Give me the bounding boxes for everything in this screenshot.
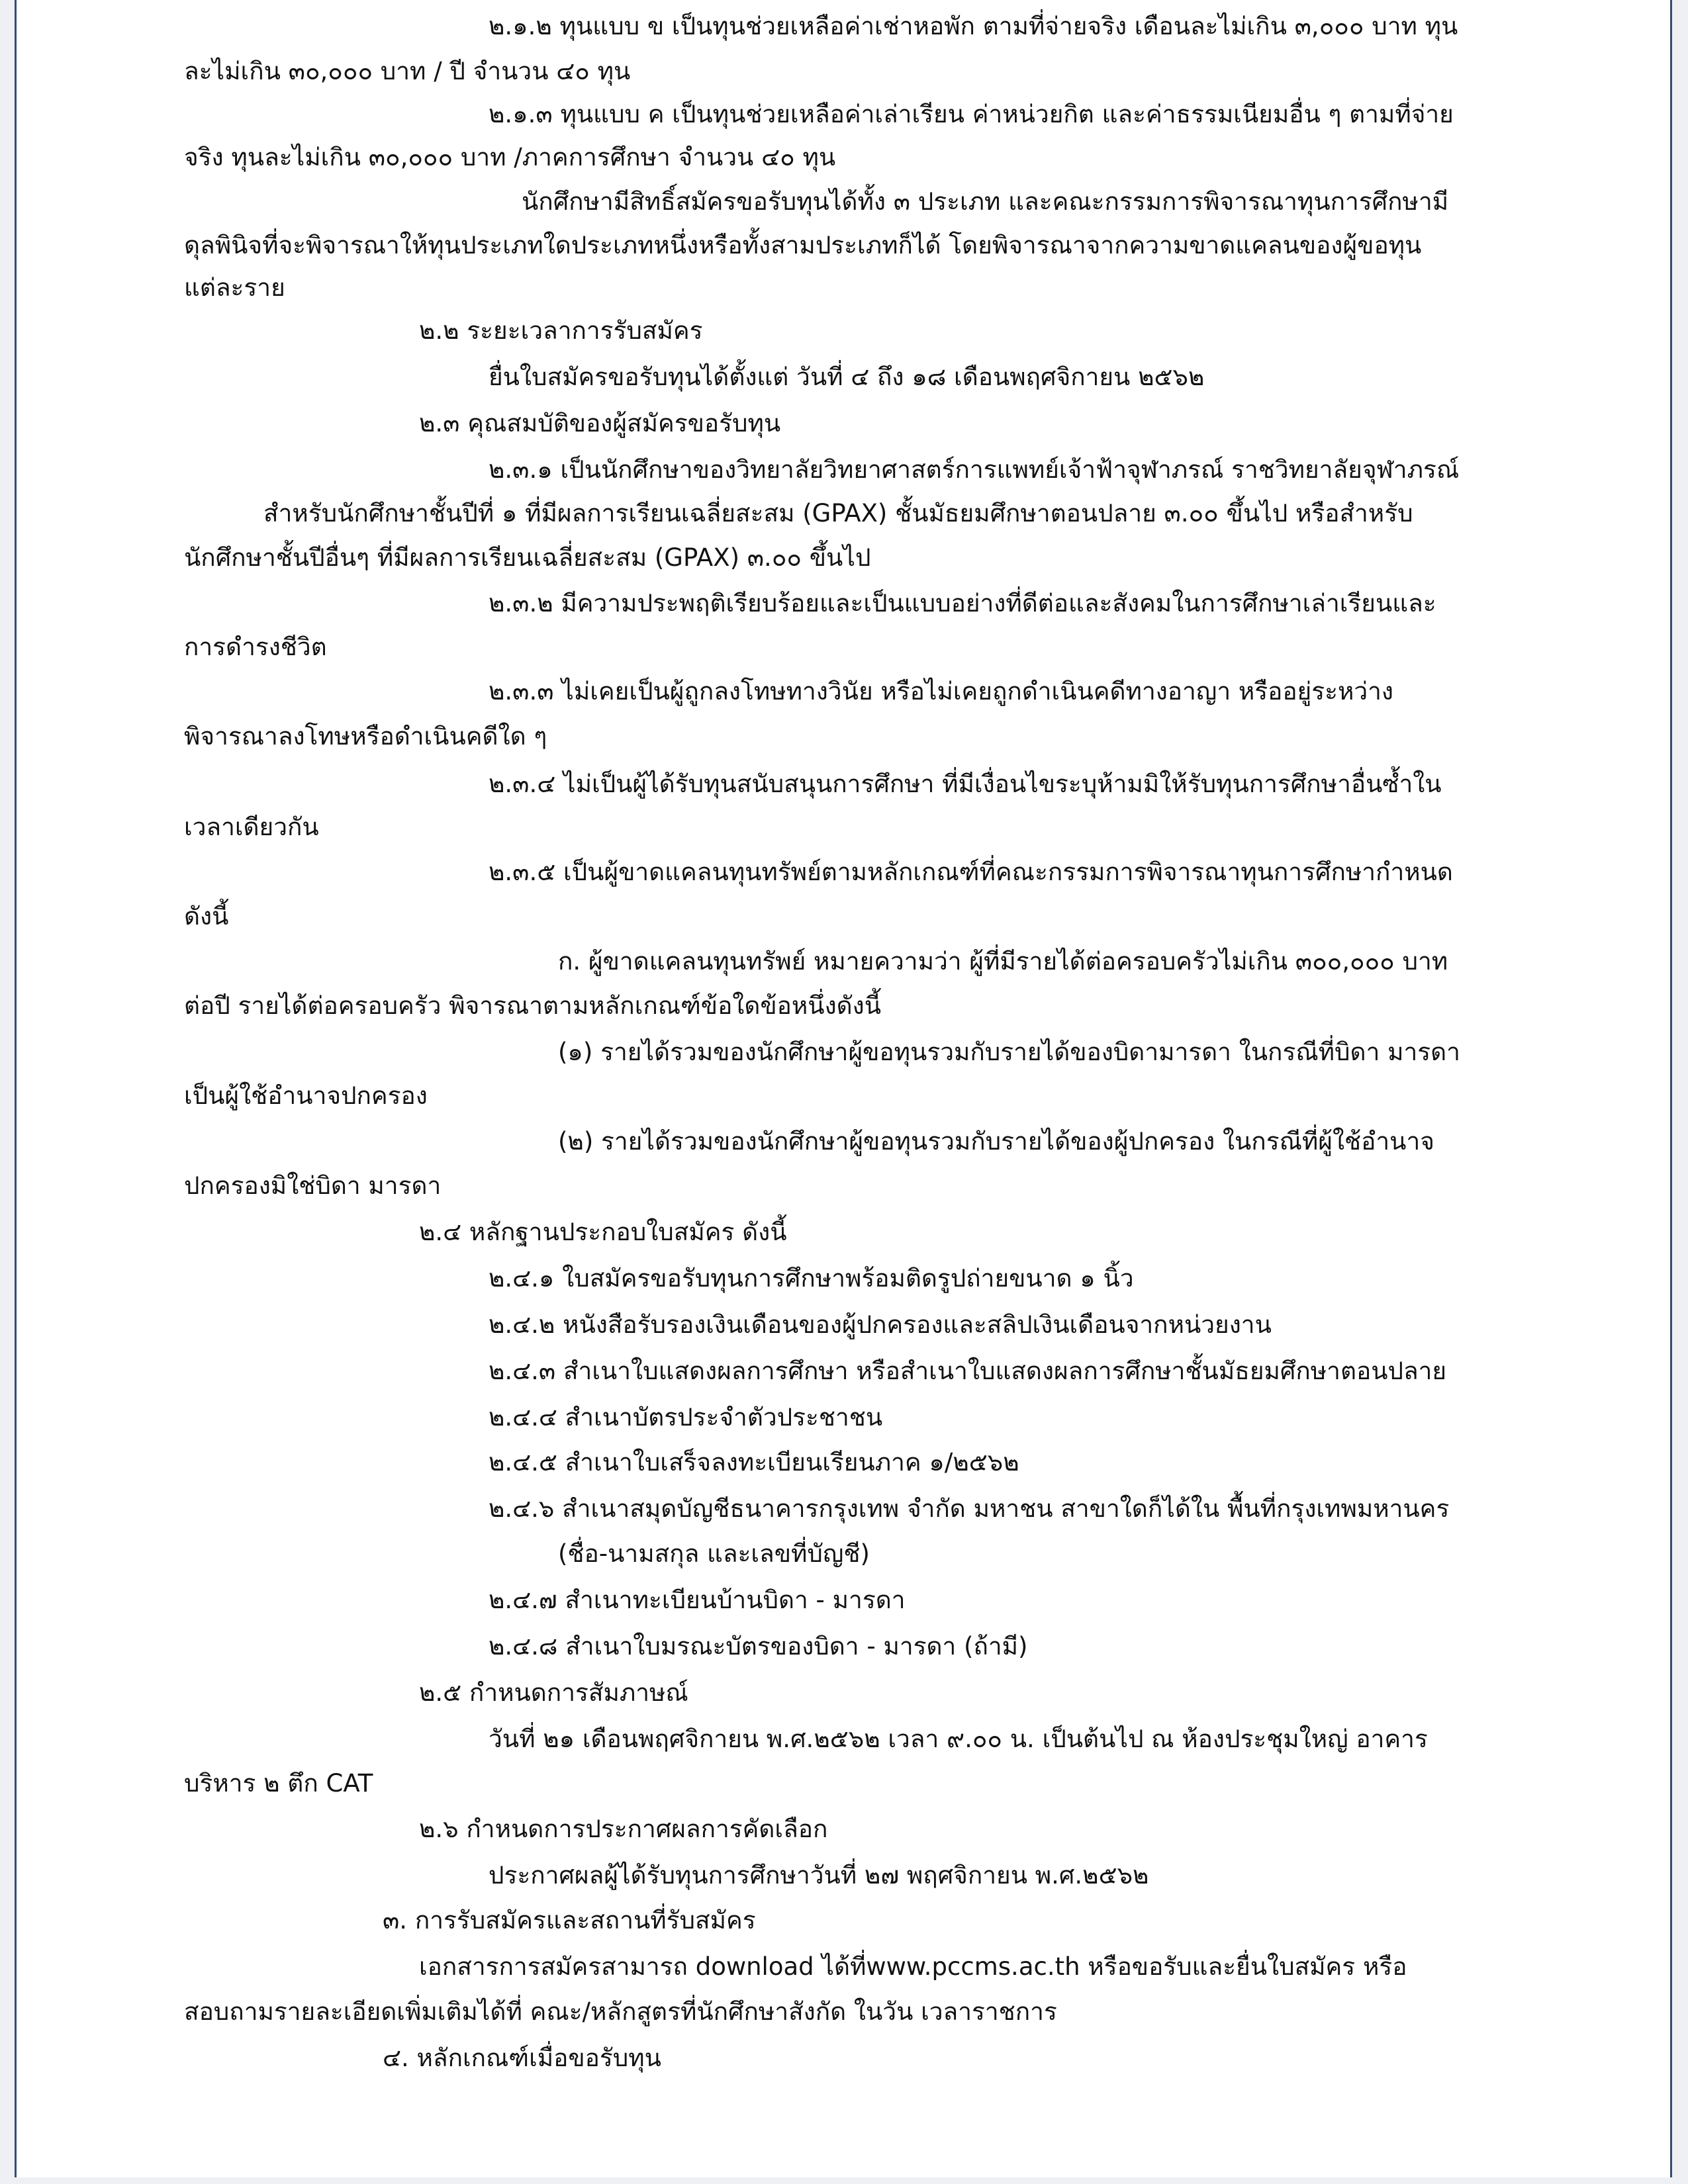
- text-line: เวลาเดียวกัน: [184, 813, 319, 841]
- text-line: ๒.๔.๕ สำเนาใบเสร็จลงทะเบียนเรียนภาค ๑/๒๕๖๒: [489, 1448, 1019, 1477]
- text-line: ๒.๔ หลักฐานประกอบใบสมัคร ดังนี้: [419, 1218, 787, 1246]
- text-line: ๒.๔.๗ สำเนาทะเบียนบ้านบิดา - มารดา: [489, 1586, 906, 1614]
- text-line: ๒.๔.๒ หนังสือรับรองเงินเดือนของผู้ปกครองและสลิปเงินเดือนจากหน่วยงาน: [489, 1310, 1272, 1339]
- text-line: ยื่นใบสมัครขอรับทุนได้ตั้งแต่ วันที่ ๔ ถึง ๑๘ เดือนพฤศจิกายน ๒๕๖๒: [489, 363, 1205, 391]
- text-line: สำหรับนักศึกษาชั้นปีที่ ๑ ที่มีผลการเรียนเฉลี่ยสะสม (GPAX) ชั้นมัธยมศึกษาตอนปลาย ๓.๐๐ ขึ้นไป หรือสำหรับ: [263, 499, 1413, 527]
- text-line: ต่อปี รายได้ต่อครอบครัว พิจารณาตามหลักเกณฑ์ข้อใดข้อหนึ่งดังนี้: [184, 991, 882, 1020]
- text-line: ๒.๓.๔ ไม่เป็นผู้ได้รับทุนสนับสนุนการศึกษา ที่มีเงื่อนไขระบุห้ามมิให้รับทุนการศึกษาอื่นซ้ำใน: [489, 770, 1442, 798]
- text-line: บริหาร ๒ ตึก CAT: [184, 1769, 373, 1797]
- text-line: ๒.๓.๓ ไม่เคยเป็นผู้ถูกลงโทษทางวินัย หรือไม่เคยถูกดำเนินคดีทางอาญา หรืออยู่ระหว่าง: [489, 677, 1393, 705]
- text-line: ๒.๓.๑ เป็นนักศึกษาของวิทยาลัยวิทยาศาสตร์การแพทย์เจ้าฟ้าจุฬาภรณ์ ราชวิทยาลัยจุฬาภรณ์: [489, 455, 1460, 484]
- text-line: ๒.๓.๕ เป็นผู้ขาดแคลนทุนทรัพย์ตามหลักเกณฑ์ที่คณะกรรมการพิจารณาทุนการศึกษากำหนด: [489, 858, 1453, 886]
- text-line: ๒.๓ คุณสมบัติของผู้สมัครขอรับทุน: [419, 409, 781, 437]
- text-line: ละไม่เกิน ๓๐,๐๐๐ บาท / ปี จำนวน ๔๐ ทุน: [184, 57, 631, 85]
- text-line: ดังนี้: [184, 902, 229, 931]
- text-line: (ชื่อ-นามสกุล และเลขที่บัญชี): [558, 1539, 870, 1568]
- text-line: ๒.๑.๓ ทุนแบบ ค เป็นทุนช่วยเหลือค่าเล่าเรียน ค่าหน่วยกิต และค่าธรรมเนียมอื่น ๆ ตามที่จ่าย: [489, 100, 1454, 128]
- text-line: นักศึกษามีสิทธิ์สมัครขอรับทุนได้ทั้ง ๓ ประเภท และคณะกรรมการพิจารณาทุนการศึกษามี: [522, 187, 1449, 216]
- text-line: เป็นผู้ใช้อำนาจปกครอง: [184, 1081, 428, 1110]
- text-line: ๒.๒ ระยะเวลาการรับสมัคร: [419, 316, 703, 345]
- text-line: วันที่ ๒๑ เดือนพฤศจิกายน พ.ศ.๒๕๖๒ เวลา ๙.๐๐ น. เป็นต้นไป ณ ห้องประชุมใหญ่ อาคาร: [489, 1725, 1428, 1753]
- text-line: ๒.๔.๘ สำเนาใบมรณะบัตรของบิดา - มารดา (ถ้ามี): [489, 1632, 1028, 1661]
- text-line: (๑) รายได้รวมของนักศึกษาผู้ขอทุนรวมกับรายได้ของบิดามารดา ในกรณีที่บิดา มารดา: [558, 1038, 1460, 1066]
- text-line: ๓. การรับสมัครและสถานที่รับสมัคร: [383, 1906, 756, 1934]
- text-line: ดุลพินิจที่จะพิจารณาให้ทุนประเภทใดประเภทหนึ่งหรือทั้งสามประเภทก็ได้ โดยพิจารณาจากความขาดแคลนของผู้ขอทุน: [184, 231, 1422, 259]
- text-line: ประกาศผลผู้ได้รับทุนการศึกษาวันที่ ๒๗ พฤศจิกายน พ.ศ.๒๕๖๒: [489, 1861, 1149, 1889]
- text-line: ปกครองมิใช่บิดา มารดา: [184, 1171, 442, 1200]
- text-line: ๔. หลักเกณฑ์เมื่อขอรับทุน: [383, 2044, 661, 2072]
- text-line: ๒.๔.๑ ใบสมัครขอรับทุนการศึกษาพร้อมติดรูปถ่ายขนาด ๑ นิ้ว: [489, 1264, 1134, 1293]
- text-line: ๒.๕ กำหนดการสัมภาษณ์: [419, 1678, 688, 1707]
- text-line: ๒.๔.๖ สำเนาสมุดบัญชีธนาคารกรุงเทพ จำกัด มหาชน สาขาใดก็ได้ใน พื้นที่กรุงเทพมหานคร: [489, 1494, 1450, 1523]
- text-line: นักศึกษาชั้นปีอื่นๆ ที่มีผลการเรียนเฉลี่ยสะสม (GPAX) ๓.๐๐ ขึ้นไป: [184, 543, 871, 572]
- text-line: เอกสารการสมัครสามารถ download ได้ที่www.pccms.ac.th หรือขอรับและยื่นใบสมัคร หรือ: [419, 1952, 1407, 1981]
- document-page: [15, 0, 1672, 2177]
- text-line: แต่ละราย: [184, 273, 285, 302]
- text-line: ๒.๑.๒ ทุนแบบ ข เป็นทุนช่วยเหลือค่าเช่าหอพัก ตามที่จ่ายจริง เดือนละไม่เกิน ๓,๐๐๐ บาท ทุน: [489, 12, 1458, 40]
- text-line: พิจารณาลงโทษหรือดำเนินคดีใด ๆ: [184, 722, 547, 751]
- text-line: ๒.๔.๔ สำเนาบัตรประจำตัวประชาชน: [489, 1403, 883, 1432]
- text-line: จริง ทุนละไม่เกิน ๓๐,๐๐๐ บาท /ภาคการศึกษา จำนวน ๔๐ ทุน: [184, 143, 836, 171]
- text-line: (๒) รายได้รวมของนักศึกษาผู้ขอทุนรวมกับรายได้ของผู้ปกครอง ในกรณีที่ผู้ใช้อำนาจ: [558, 1127, 1434, 1156]
- text-line: ก. ผู้ขาดแคลนทุนทรัพย์ หมายความว่า ผู้ที่มีรายได้ต่อครอบครัวไม่เกิน ๓๐๐,๐๐๐ บาท: [558, 947, 1448, 976]
- text-line: ๒.๓.๒ มีความประพฤติเรียบร้อยและเป็นแบบอย่างที่ดีต่อและสังคมในการศึกษาเล่าเรียนและ: [489, 589, 1436, 617]
- text-line: ๒.๖ กำหนดการประกาศผลการคัดเลือก: [419, 1815, 828, 1843]
- text-line: การดำรงชีวิต: [184, 633, 327, 661]
- text-line: ๒.๔.๓ สำเนาใบแสดงผลการศึกษา หรือสำเนาใบแสดงผลการศึกษาชั้นมัธยมศึกษาตอนปลาย: [489, 1357, 1447, 1385]
- text-line: สอบถามรายละเอียดเพิ่มเติมได้ที่ คณะ/หลักสูตรที่นักศึกษาสังกัด ในวัน เวลาราชการ: [184, 1997, 1057, 2026]
